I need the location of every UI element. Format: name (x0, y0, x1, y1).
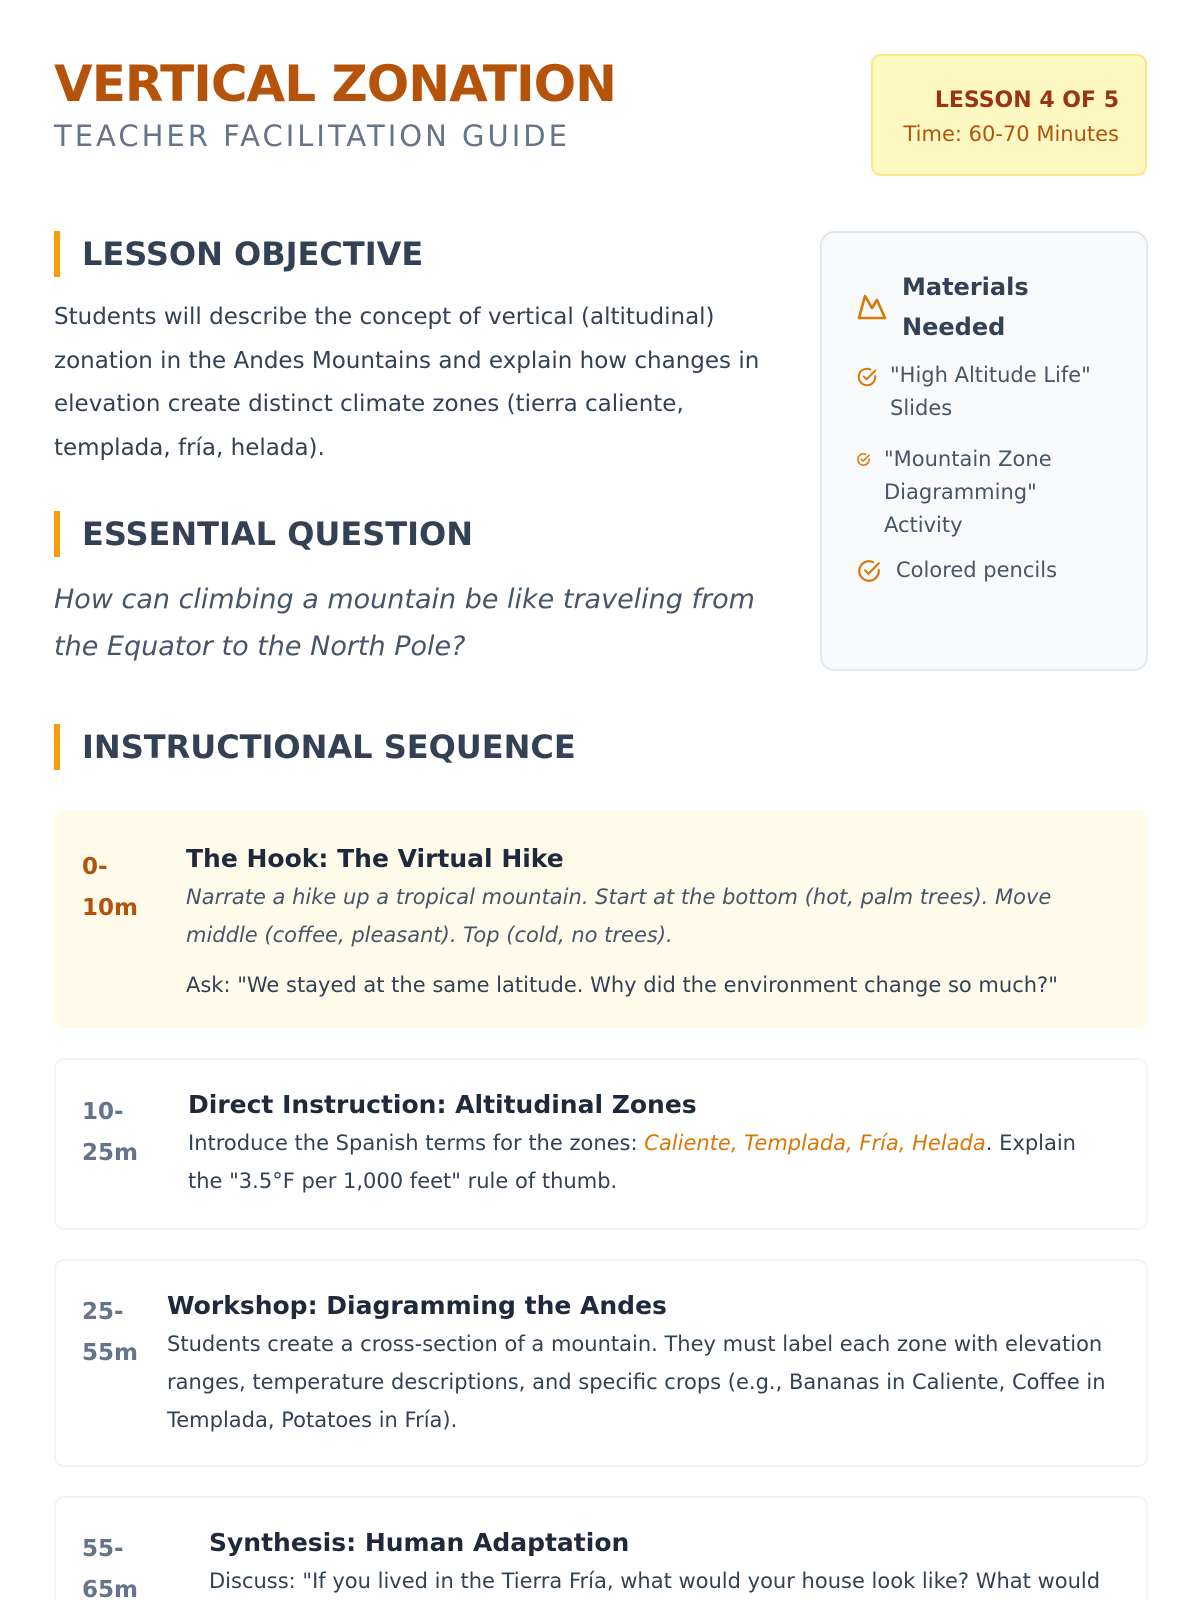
step-title: Synthesis: Human Adaptation (209, 1528, 630, 1557)
step-body (209, 1524, 1129, 1600)
step-text (188, 1124, 1113, 1200)
sequence-heading: INSTRUCTIONAL SEQUENCE (54, 724, 576, 770)
materials-title: Materials Needed (902, 273, 1029, 341)
step-body (186, 840, 1116, 1004)
essential-question-heading: ESSENTIAL QUESTION (54, 511, 473, 557)
sequence-step (54, 810, 1148, 1028)
step-text: Students create a cross-section of a mountain. They must label each zone with elevation ranges, temperature descriptions, and specific crops (e.g., Bananas in Caliente, Coffee in Templada, Potatoes in Fría). (167, 1332, 1106, 1432)
page-subtitle: TEACHER FACILITATION GUIDE (54, 119, 570, 153)
material-item: Colored pencils (896, 558, 1058, 582)
zone-terms: Caliente, Templada, Fría, Helada (644, 1131, 986, 1155)
step-time: 0-10m (82, 854, 138, 921)
objective-text: Students will describe the concept of vertical (altitudinal) zonation in the Andes Mountains and explain how changes in elevation create distinct climate zones (tierra caliente, templada, fría, helada). (54, 304, 760, 461)
check-circle-icon (856, 452, 871, 467)
check-circle-icon (856, 558, 882, 584)
sequence-step (54, 1259, 1148, 1467)
lesson-info-badge (871, 54, 1147, 176)
material-item: "High Altitude Life" Slides (890, 363, 1091, 420)
step-title: Workshop: Diagramming the Andes (167, 1291, 667, 1320)
mountain-icon (856, 291, 888, 321)
lesson-number: LESSON 4 OF 5 (934, 88, 1119, 113)
essential-question-text: How can climbing a mountain be like traveling from the Equator to the North Pole? (54, 584, 755, 662)
step-text-after: . Explain the "3.5°F per 1,000 feet" rule of thumb. (188, 1131, 1076, 1193)
step-time: 55-65m (82, 1536, 138, 1600)
page-title: VERTICAL ZONATION (54, 55, 616, 113)
step-ask: Ask: "We stayed at the same latitude. Why did the environment change so much?" (186, 973, 1058, 997)
step-narration: Narrate a hike up a tropical mountain. Start at the bottom (hot, palm trees). Move middle (coffee, pleasant). Top (cold, no trees). (186, 885, 1052, 947)
step-time: 25-55m (82, 1299, 138, 1366)
lesson-time: Time: 60-70 Minutes (903, 122, 1119, 146)
step-body (167, 1287, 1117, 1439)
step-body (188, 1086, 1113, 1200)
check-circle-icon (856, 366, 878, 388)
step-title: The Hook: The Virtual Hike (186, 844, 564, 873)
step-text: Discuss: "If you lived in the Tierra Fría, what would your house look like? What would (209, 1569, 1101, 1593)
objective-heading: LESSON OBJECTIVE (54, 231, 423, 277)
step-text-before: Introduce the Spanish terms for the zones: (188, 1131, 645, 1155)
materials-card (820, 231, 1148, 671)
sequence-step (54, 1496, 1148, 1600)
sequence-step (54, 1058, 1148, 1230)
material-item: "Mountain Zone Diagramming" Activity (884, 447, 1052, 537)
step-time: 10-25m (82, 1099, 138, 1166)
step-title: Direct Instruction: Altitudinal Zones (188, 1090, 697, 1119)
